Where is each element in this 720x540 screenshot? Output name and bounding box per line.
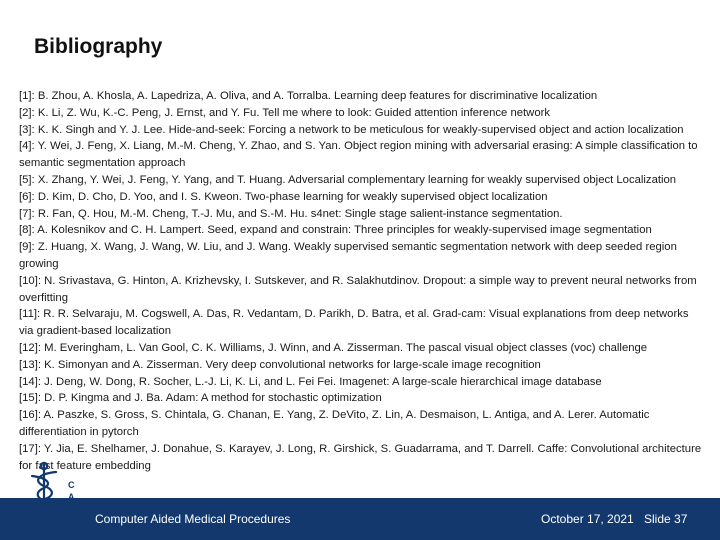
reference-item: [3]: K. K. Singh and Y. J. Lee. Hide-and-seek: Forcing a network to be meticulous for weakly-supervised object and action localization bbox=[19, 123, 684, 136]
reference-item: [5]: X. Zhang, Y. Wei, J. Feng, Y. Yang, and T. Huang. Adversarial complementary learning for weakly supervised object Localization bbox=[19, 173, 677, 186]
reference-item: [10]: N. Srivastava, G. Hinton, A. Krizhevsky, I. Sutskever, and R. Salakhutdinov. Dropout: a simple way to prevent neural networks from overfitting bbox=[19, 274, 697, 304]
slide-title: Bibliography bbox=[34, 35, 163, 58]
reference-item: [16]: A. Paszke, S. Gross, S. Chintala, G. Chanan, E. Yang, Z. DeVito, Z. Lin, A. Desmaison, L. Antiga, and A. Lerer. Automatic differentiation in pytorch bbox=[19, 409, 650, 438]
footer-bar bbox=[0, 498, 720, 540]
logo-letter: A bbox=[68, 492, 75, 502]
logo-letter: P bbox=[68, 516, 75, 526]
reference-item: [8]: A. Kolesnikov and C. H. Lampert. Seed, expand and constrain: Three principles for weakly-supervised image segmentation bbox=[19, 224, 652, 237]
reference-item: [17]: Y. Jia, E. Shelhamer, J. Donahue, S. Karayev, J. Long, R. Girshick, S. Guadarrama, and T. Darrell. Caffe: Convolutional architecture for fast feature embedding bbox=[19, 442, 702, 472]
reference-item: [6]: D. Kim, D. Cho, D. Yoo, and I. S. Kweon. Two-phase learning for weakly supervised object localization bbox=[19, 190, 548, 203]
footer-institution: Computer Aided Medical Procedures bbox=[95, 512, 291, 526]
reference-item: [13]: K. Simonyan and A. Zisserman. Very deep convolutional networks for large-scale image recognition bbox=[19, 358, 541, 371]
logo-letter: C bbox=[68, 480, 75, 490]
reference-item: [11]: R. R. Selvaraju, M. Cogswell, A. Das, R. Vedantam, D. Parikh, D. Batra, et al. Grad-cam: Visual explanations from deep networks via gradient-based localization bbox=[19, 308, 689, 338]
reference-item: [12]: M. Everingham, L. Van Gool, C. K. Williams, J. Winn, and A. Zisserman. The pascal visual object classes (voc) challenge bbox=[19, 341, 648, 354]
reference-item: [4]: Y. Wei, J. Feng, X. Liang, M.-M. Cheng, Y. Zhao, and S. Yan. Object region mining with adversarial erasing: A simple classification to semantic segmentation approach bbox=[19, 140, 698, 170]
reference-item: [2]: K. Li, Z. Wu, K.-C. Peng, J. Ernst, and Y. Fu. Tell me where to look: Guided attention inference network bbox=[19, 106, 551, 119]
slide-number: Slide 37 bbox=[644, 512, 688, 526]
reference-list bbox=[19, 88, 703, 474]
reference-item: [1]: B. Zhou, A. Khosla, A. Lapedriza, A. Oliva, and A. Torralba. Learning deep features for discriminative localization bbox=[19, 90, 598, 102]
reference-item: [15]: D. P. Kingma and J. Ba. Adam: A method for stochastic optimization bbox=[19, 392, 382, 405]
reference-item: [14]: J. Deng, W. Dong, R. Socher, L.-J. Li, K. Li, and L. Fei Fei. Imagenet: A large-scale hierarchical image database bbox=[19, 375, 602, 388]
logo-letter: M bbox=[68, 504, 76, 514]
footer-date: October 17, 2021 bbox=[541, 512, 634, 526]
reference-item: [7]: R. Fan, Q. Hou, M.-M. Cheng, T.-J. Mu, and S.-M. Hu. s4net: Single stage salient-instance segmentation. bbox=[19, 207, 563, 220]
reference-item: [9]: Z. Huang, X. Wang, J. Wang, W. Liu, and J. Wang. Weakly supervised semantic segmentation network with deep seeded region growing bbox=[19, 241, 677, 270]
